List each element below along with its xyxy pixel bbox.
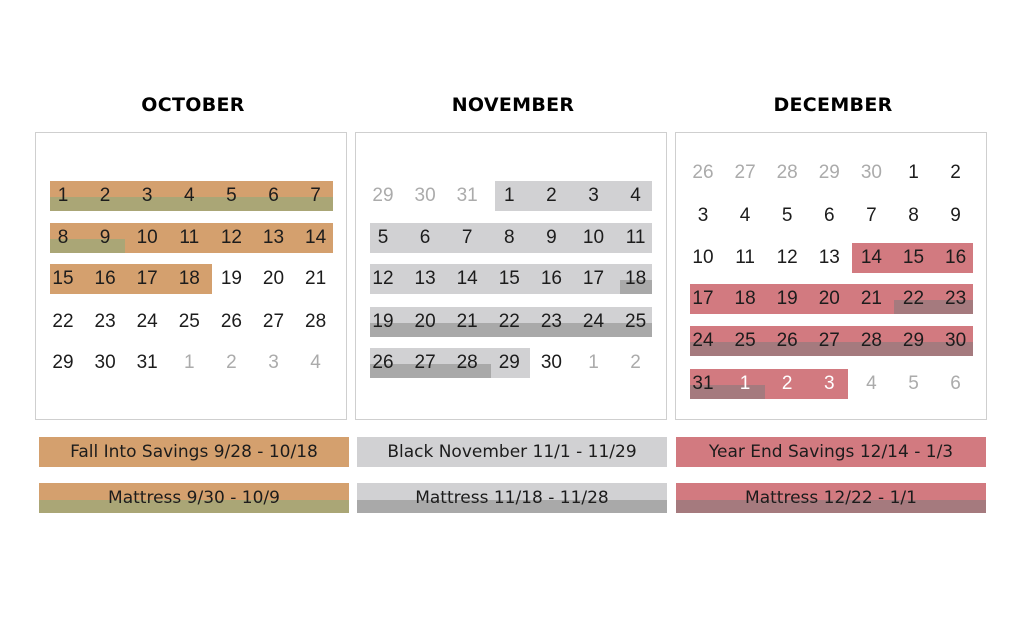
day-cell: 19: [776, 288, 798, 309]
day-cell: 31: [692, 373, 714, 394]
day-cell: 29: [372, 185, 394, 206]
day-cell: 7: [866, 205, 877, 226]
day-cell: 1: [57, 185, 69, 206]
day-cell: 1: [739, 373, 751, 394]
day-cell: 11: [735, 247, 755, 268]
day-cell: 29: [52, 352, 74, 373]
legend-label: Mattress 11/18 - 11/28: [415, 488, 609, 508]
day-cell: 27: [734, 162, 756, 183]
day-cell: 31: [456, 185, 478, 206]
day-cell: 15: [52, 268, 74, 289]
day-cell: 17: [582, 268, 605, 289]
day-cell: 18: [734, 288, 756, 309]
day-cell: 19: [372, 311, 394, 332]
month-title-november: NOVEMBER: [451, 94, 575, 116]
day-cell: 17: [136, 268, 158, 289]
day-cell: 13: [818, 247, 840, 268]
day-cell: 20: [262, 268, 285, 289]
day-cell: 20: [414, 311, 436, 332]
day-cell: 28: [305, 311, 327, 332]
day-cell: 27: [262, 311, 285, 332]
day-cell: 25: [734, 330, 756, 351]
day-cell: 29: [818, 162, 840, 183]
day-cell: 3: [697, 205, 709, 226]
day-cell: 1: [908, 162, 919, 183]
day-cell: 4: [184, 185, 195, 206]
day-cell: 2: [99, 185, 111, 206]
day-cell: 2: [781, 373, 793, 394]
day-cell: 28: [860, 330, 882, 351]
day-cell: 23: [540, 311, 562, 332]
day-cell: 23: [94, 311, 116, 332]
legend-label: Year End Savings 12/14 - 1/3: [708, 442, 954, 462]
day-cell: 29: [902, 330, 925, 351]
day-cell: 8: [57, 227, 69, 248]
day-cell: 30: [945, 330, 967, 351]
month-title-october: OCTOBER: [141, 94, 245, 116]
day-cell: 9: [99, 227, 111, 248]
month-title-december: DECEMBER: [773, 94, 893, 116]
day-cell: 8: [504, 227, 515, 248]
day-cell: 3: [824, 373, 835, 394]
day-cell: 25: [178, 311, 200, 332]
day-cell: 1: [184, 352, 195, 373]
day-cell: 6: [950, 373, 961, 394]
day-cell: 2: [950, 162, 961, 183]
day-cell: 14: [456, 268, 478, 289]
day-cell: 5: [908, 373, 919, 394]
day-cell: 26: [220, 311, 242, 332]
day-cell: 21: [456, 311, 478, 332]
day-cell: 16: [945, 247, 967, 268]
day-cell: 18: [625, 268, 647, 289]
day-cell: 6: [824, 205, 835, 226]
legend-december-mattress: [676, 483, 986, 513]
day-cell: 4: [866, 373, 877, 394]
day-cell: 4: [739, 205, 751, 226]
day-cell: 26: [776, 330, 798, 351]
day-cell: 31: [136, 352, 158, 373]
day-cell: 10: [582, 227, 605, 248]
day-cell: 21: [305, 268, 327, 289]
day-cell: 29: [498, 352, 520, 373]
day-cell: 4: [310, 352, 321, 373]
calendar-december: [675, 132, 987, 420]
day-cell: 12: [776, 247, 798, 268]
legend-december-sale: [676, 437, 986, 467]
day-cell: 13: [414, 268, 436, 289]
day-cell: 9: [950, 205, 961, 226]
day-cell: 5: [781, 205, 793, 226]
day-cell: 15: [498, 268, 520, 289]
day-cell: 22: [52, 311, 74, 332]
day-cell: 16: [94, 268, 116, 289]
legend-november-sale: [357, 437, 667, 467]
legend-october-mattress: [39, 483, 349, 513]
day-cell: 30: [540, 352, 562, 373]
day-cell: 6: [419, 227, 431, 248]
day-cell: 2: [226, 352, 237, 373]
day-cell: 30: [414, 185, 436, 206]
day-cell: 23: [945, 288, 967, 309]
day-cell: 18: [178, 268, 200, 289]
day-cell: 5: [377, 227, 389, 248]
day-cell: 9: [546, 227, 557, 248]
day-cell: 20: [818, 288, 840, 309]
legend-november-mattress: [357, 483, 667, 513]
day-cell: 14: [860, 247, 882, 268]
day-cell: 26: [372, 352, 394, 373]
day-cell: 6: [268, 185, 279, 206]
legend-october-sale: [39, 437, 349, 467]
day-cell: 27: [414, 352, 436, 373]
day-cell: 8: [908, 205, 919, 226]
day-cell: 12: [372, 268, 394, 289]
day-cell: 3: [141, 185, 153, 206]
day-cell: 11: [625, 227, 646, 248]
day-cell: 10: [692, 247, 714, 268]
day-cell: 17: [692, 288, 714, 309]
day-cell: 7: [310, 185, 321, 206]
legend-label: Mattress 9/30 - 10/9: [108, 488, 280, 508]
day-cell: 27: [818, 330, 840, 351]
day-cell: 24: [692, 330, 714, 351]
day-cell: 16: [540, 268, 562, 289]
day-cell: 13: [262, 227, 285, 248]
day-cell: 3: [268, 352, 279, 373]
day-cell: 25: [625, 311, 647, 332]
day-cell: 11: [179, 227, 200, 248]
day-cell: 2: [546, 185, 557, 206]
day-cell: 26: [692, 162, 714, 183]
day-cell: 7: [461, 227, 473, 248]
legend-label: Mattress 12/22 - 1/1: [745, 488, 917, 508]
day-cell: 24: [582, 311, 605, 332]
day-cell: 2: [630, 352, 641, 373]
day-cell: 28: [456, 352, 478, 373]
legend-label: Fall Into Savings 9/28 - 10/18: [70, 442, 318, 462]
day-cell: 4: [630, 185, 641, 206]
calendar-october: [35, 132, 347, 420]
day-cell: 3: [588, 185, 599, 206]
day-cell: 30: [94, 352, 116, 373]
day-cell: 5: [226, 185, 237, 206]
day-cell: 21: [860, 288, 882, 309]
legend-label: Black November 11/1 - 11/29: [387, 442, 637, 462]
day-cell: 14: [305, 227, 327, 248]
day-cell: 28: [776, 162, 798, 183]
day-cell: 22: [498, 311, 520, 332]
day-cell: 19: [220, 268, 242, 289]
day-cell: 24: [136, 311, 158, 332]
calendar-november: [355, 132, 667, 420]
day-cell: 15: [902, 247, 925, 268]
day-cell: 30: [860, 162, 882, 183]
day-cell: 1: [588, 352, 599, 373]
day-cell: 10: [136, 227, 158, 248]
day-cell: 1: [504, 185, 515, 206]
day-cell: 12: [220, 227, 242, 248]
day-cell: 22: [902, 288, 925, 309]
